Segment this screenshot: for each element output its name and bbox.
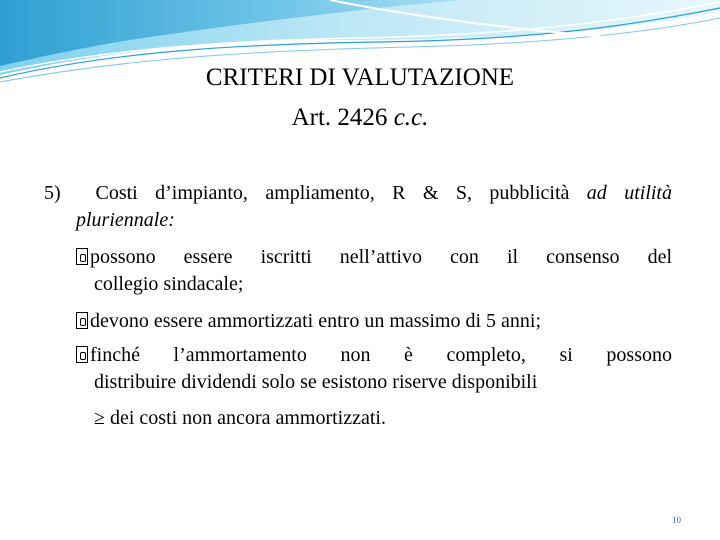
checkbox-bullet-icon [76, 248, 88, 265]
slide-title: CRITERI DI VALUTAZIONE [205, 64, 515, 91]
bullet-3-line1: finché l’ammortamento non è completo, si possono [76, 342, 672, 369]
page-number: 10 [672, 515, 681, 525]
bullet-1-line2: collegio sindacale; [94, 273, 244, 295]
bullet-2-line1: devono essere ammortizzati entro un massimo di 5 anni; [76, 308, 541, 335]
item-5-line2: pluriennale: [76, 209, 175, 231]
item-number: 5) [44, 182, 61, 204]
checkbox-bullet-icon [76, 312, 88, 329]
bullet-3-line3: ≥ dei costi non ancora ammortizzati. [94, 407, 386, 429]
bullet-1-line1: possono essere iscritti nell’attivo con il consenso del [76, 244, 672, 271]
bullet-3-line2: distribuire dividendi solo se esistono riserve disponibili [94, 371, 538, 393]
slide-subtitle: Art. 2426 c.c. [291, 104, 429, 131]
checkbox-bullet-icon [76, 346, 88, 363]
item-5-line1: 5) Costi d’impianto, ampliamento, R & S, pubblicità ad utilità [44, 182, 672, 204]
